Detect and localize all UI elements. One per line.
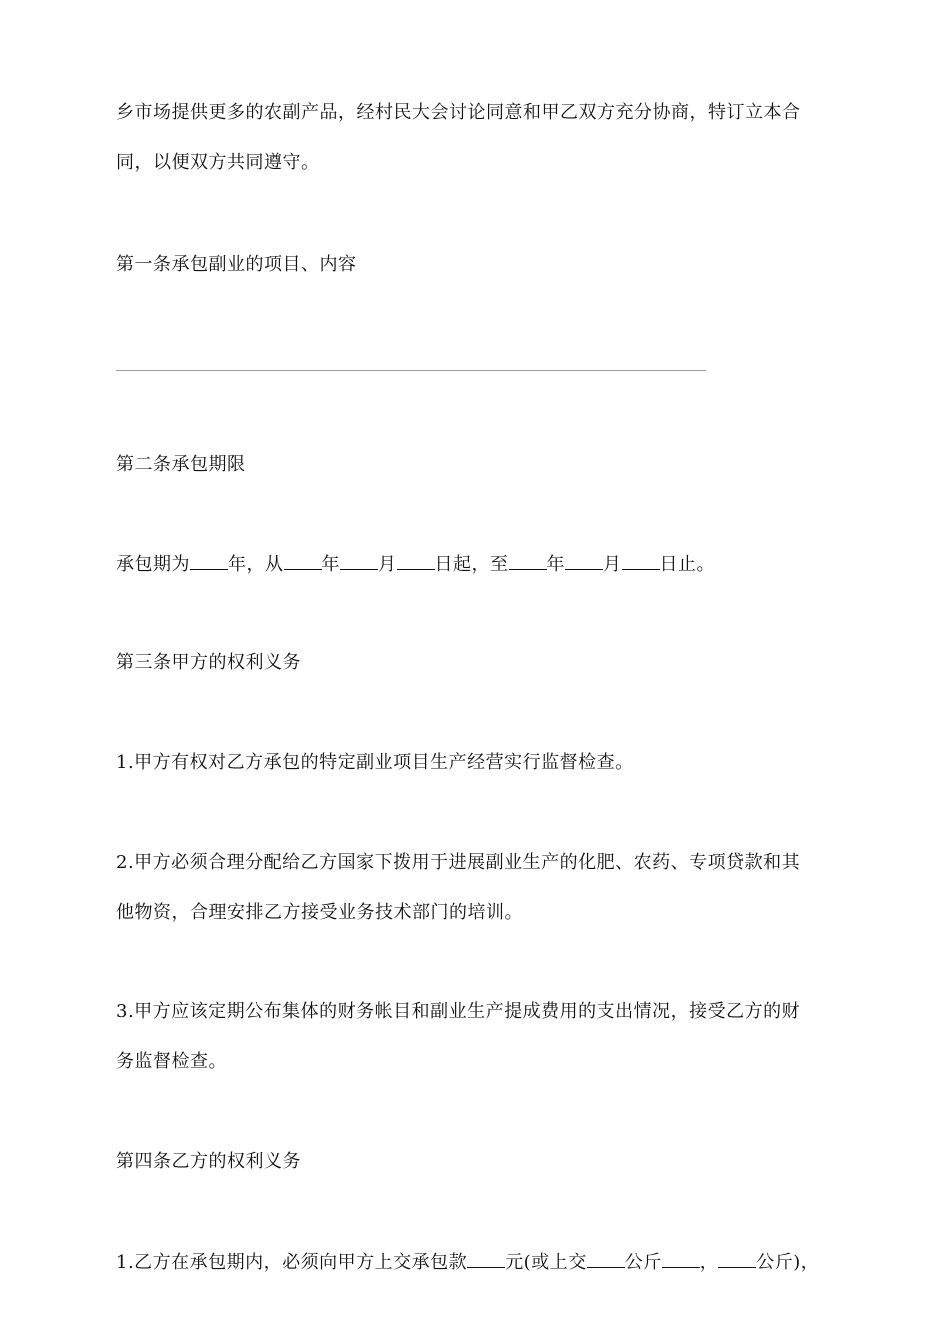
blank-field xyxy=(509,552,547,570)
blank-field xyxy=(622,552,660,570)
blank-field xyxy=(190,552,228,570)
text-segment: 月 xyxy=(378,554,397,575)
blank-field xyxy=(397,552,435,570)
blank-field xyxy=(340,552,378,570)
article-4-item-1 xyxy=(116,1250,819,1275)
article-3-item-2-line-2: 他物资，合理安排乙方接受业务技术部门的培训。 xyxy=(116,902,523,923)
article-1-heading: 第一条承包副业的项目、内容 xyxy=(116,254,357,275)
text-segment: 元(或上交 xyxy=(505,1252,587,1273)
blank-field xyxy=(565,552,603,570)
blank-field xyxy=(662,1250,700,1268)
text-segment: 承包期为 xyxy=(116,554,190,575)
blank-field xyxy=(587,1250,625,1268)
article-3-item-1: 1.甲方有权对乙方承包的特定副业项目生产经营实行监督检查。 xyxy=(116,752,634,773)
article-3-heading: 第三条甲方的权利义务 xyxy=(116,652,301,673)
article-2-heading: 第二条承包期限 xyxy=(116,454,246,475)
text-segment: 日止。 xyxy=(659,554,715,575)
fill-in-rule xyxy=(116,370,706,371)
text-segment: 公斤)， xyxy=(756,1252,820,1273)
article-3-item-3-line-2: 务监督检查。 xyxy=(116,1051,227,1072)
blank-field xyxy=(467,1250,505,1268)
text-segment: 1.乙方在承包期内，必须向甲方上交承包款 xyxy=(116,1252,468,1273)
text-segment: 公斤 xyxy=(624,1252,662,1273)
text-segment: ， xyxy=(699,1252,719,1273)
article-2-period-line xyxy=(116,552,715,577)
article-3-item-2-line-1: 2.甲方必须合理分配给乙方国家下拨用于进展副业生产的化肥、农药、专项贷款和其 xyxy=(116,852,801,873)
article-3-item-3-line-1: 3.甲方应该定期公布集体的财务帐目和副业生产提成费用的支出情况，接受乙方的财 xyxy=(116,1001,801,1022)
text-segment: 年 xyxy=(321,554,340,575)
text-segment: 日起，至 xyxy=(434,554,509,575)
blank-field xyxy=(284,552,322,570)
text-segment: 年，从 xyxy=(228,554,284,575)
intro-line-1: 乡市场提供更多的农副产品，经村民大会讨论同意和甲乙双方充分协商，特订立本合 xyxy=(116,102,801,123)
article-4-heading: 第四条乙方的权利义务 xyxy=(116,1151,301,1172)
text-segment: 年 xyxy=(546,554,565,575)
intro-line-2: 同，以便双方共同遵守。 xyxy=(116,152,320,173)
text-segment: 月 xyxy=(603,554,622,575)
blank-field xyxy=(718,1250,756,1268)
